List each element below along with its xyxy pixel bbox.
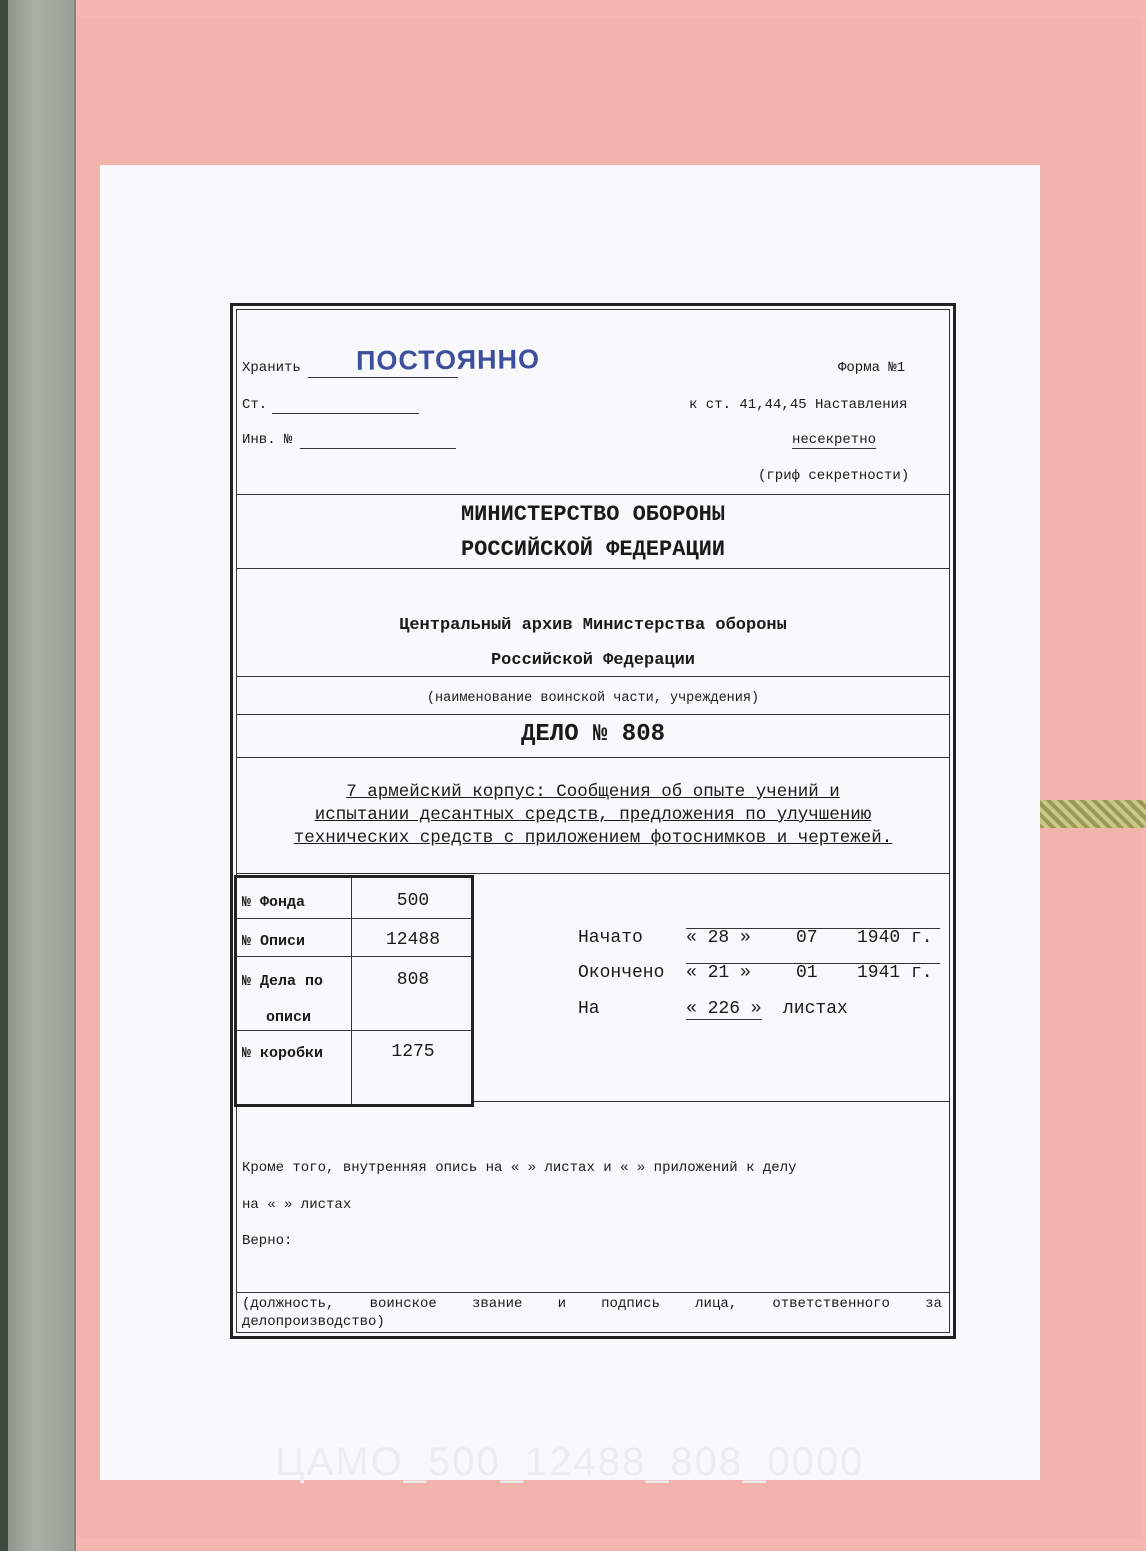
table-row-divider	[237, 956, 471, 957]
signature-caption-word: лица,	[695, 1296, 738, 1312]
started-label: Начато	[578, 928, 643, 948]
signature-caption-word: звание	[471, 1296, 523, 1312]
divider	[236, 873, 950, 874]
box-label: № коробки	[242, 1045, 324, 1062]
table-column-divider	[351, 878, 352, 1104]
started-year: 1940 г.	[857, 928, 933, 948]
permanent-stamp: ПОСТОЯННО	[355, 344, 541, 376]
fond-value: 500	[396, 891, 430, 911]
ministry-line-1: МИНИСТЕРСТВО ОБОРОНЫ	[460, 502, 726, 527]
additional-sheets-line: на « » листах	[242, 1197, 352, 1213]
form-number: Форма №1	[838, 360, 906, 376]
folder-spine-edge	[0, 0, 8, 1551]
signature-caption-word: подпись	[601, 1296, 660, 1312]
ministry-line-2: РОССИЙСКОЙ ФЕДЕРАЦИИ	[460, 537, 726, 562]
reference-text: к ст. 41,44,45 Наставления	[689, 397, 908, 413]
archive-caption: (наименование воинской части, учреждения)	[426, 691, 760, 706]
divider	[236, 676, 950, 677]
inventory-label: Инв. №	[242, 432, 293, 448]
ended-year: 1941 г.	[857, 963, 933, 983]
classification-caption: (гриф секретности)	[758, 468, 910, 484]
delo-label: № Дела по	[242, 973, 324, 990]
case-subject-line-2: испытании десантных средств, предложения по улучшению	[314, 805, 872, 825]
tie-ribbon	[1028, 800, 1146, 828]
signature-caption-word: за	[925, 1296, 942, 1312]
case-title: ДЕЛО № 808	[520, 721, 666, 748]
signature-caption-word: ответственного	[772, 1296, 890, 1312]
opis-label: № Описи	[242, 933, 306, 950]
divider	[236, 568, 950, 569]
sheets-word: листах	[783, 999, 848, 1019]
sheets-label: На	[578, 999, 600, 1019]
fond-label: № Фонда	[242, 894, 306, 911]
ended-day: « 21 »	[686, 963, 751, 983]
signature-caption-word: (должность,	[242, 1296, 335, 1312]
classification-value: несекретно	[792, 432, 877, 448]
folder-spine	[8, 0, 76, 1551]
table-row-divider	[237, 918, 471, 919]
watermark: ЦАМО_500_12488_808_0000	[275, 1440, 865, 1484]
box-value: 1275	[391, 1042, 435, 1062]
inventory-blank	[300, 447, 456, 449]
divider	[236, 1292, 950, 1293]
delo-label-2: описи	[266, 1009, 312, 1026]
divider	[236, 494, 950, 495]
opis-value: 12488	[385, 930, 440, 950]
case-subject-line-3: технических средств с приложением фотоснимков и чертежей.	[293, 828, 893, 848]
delo-value: 808	[396, 970, 430, 990]
case-subject-line-1: 7 армейский корпус: Сообщения об опыте учений и	[346, 782, 840, 802]
ended-label: Окончено	[578, 963, 665, 983]
signature-caption-word: и	[557, 1296, 566, 1312]
keep-label: Хранить	[242, 360, 301, 376]
archive-line-1: Центральный архив Министерства обороны	[399, 616, 787, 635]
archive-line-2: Российской Федерации	[490, 651, 696, 670]
inventory-line: Кроме того, внутренняя опись на « » листах и « » приложений к делу	[242, 1160, 797, 1176]
ended-month: 01	[796, 963, 818, 983]
started-day: « 28 »	[686, 928, 751, 948]
signature-caption-word: воинское	[369, 1296, 437, 1312]
signature-caption-line-2: делопроизводство)	[242, 1314, 385, 1330]
divider	[236, 757, 950, 758]
started-month: 07	[796, 928, 818, 948]
st-label: Ст.	[242, 397, 268, 413]
sheets-count: « 226 »	[686, 999, 762, 1019]
verified-label: Верно:	[242, 1233, 293, 1249]
divider	[236, 714, 950, 715]
divider	[474, 1101, 950, 1102]
table-row-divider	[237, 1030, 471, 1031]
signature-caption	[242, 1296, 942, 1312]
st-blank	[272, 412, 419, 414]
